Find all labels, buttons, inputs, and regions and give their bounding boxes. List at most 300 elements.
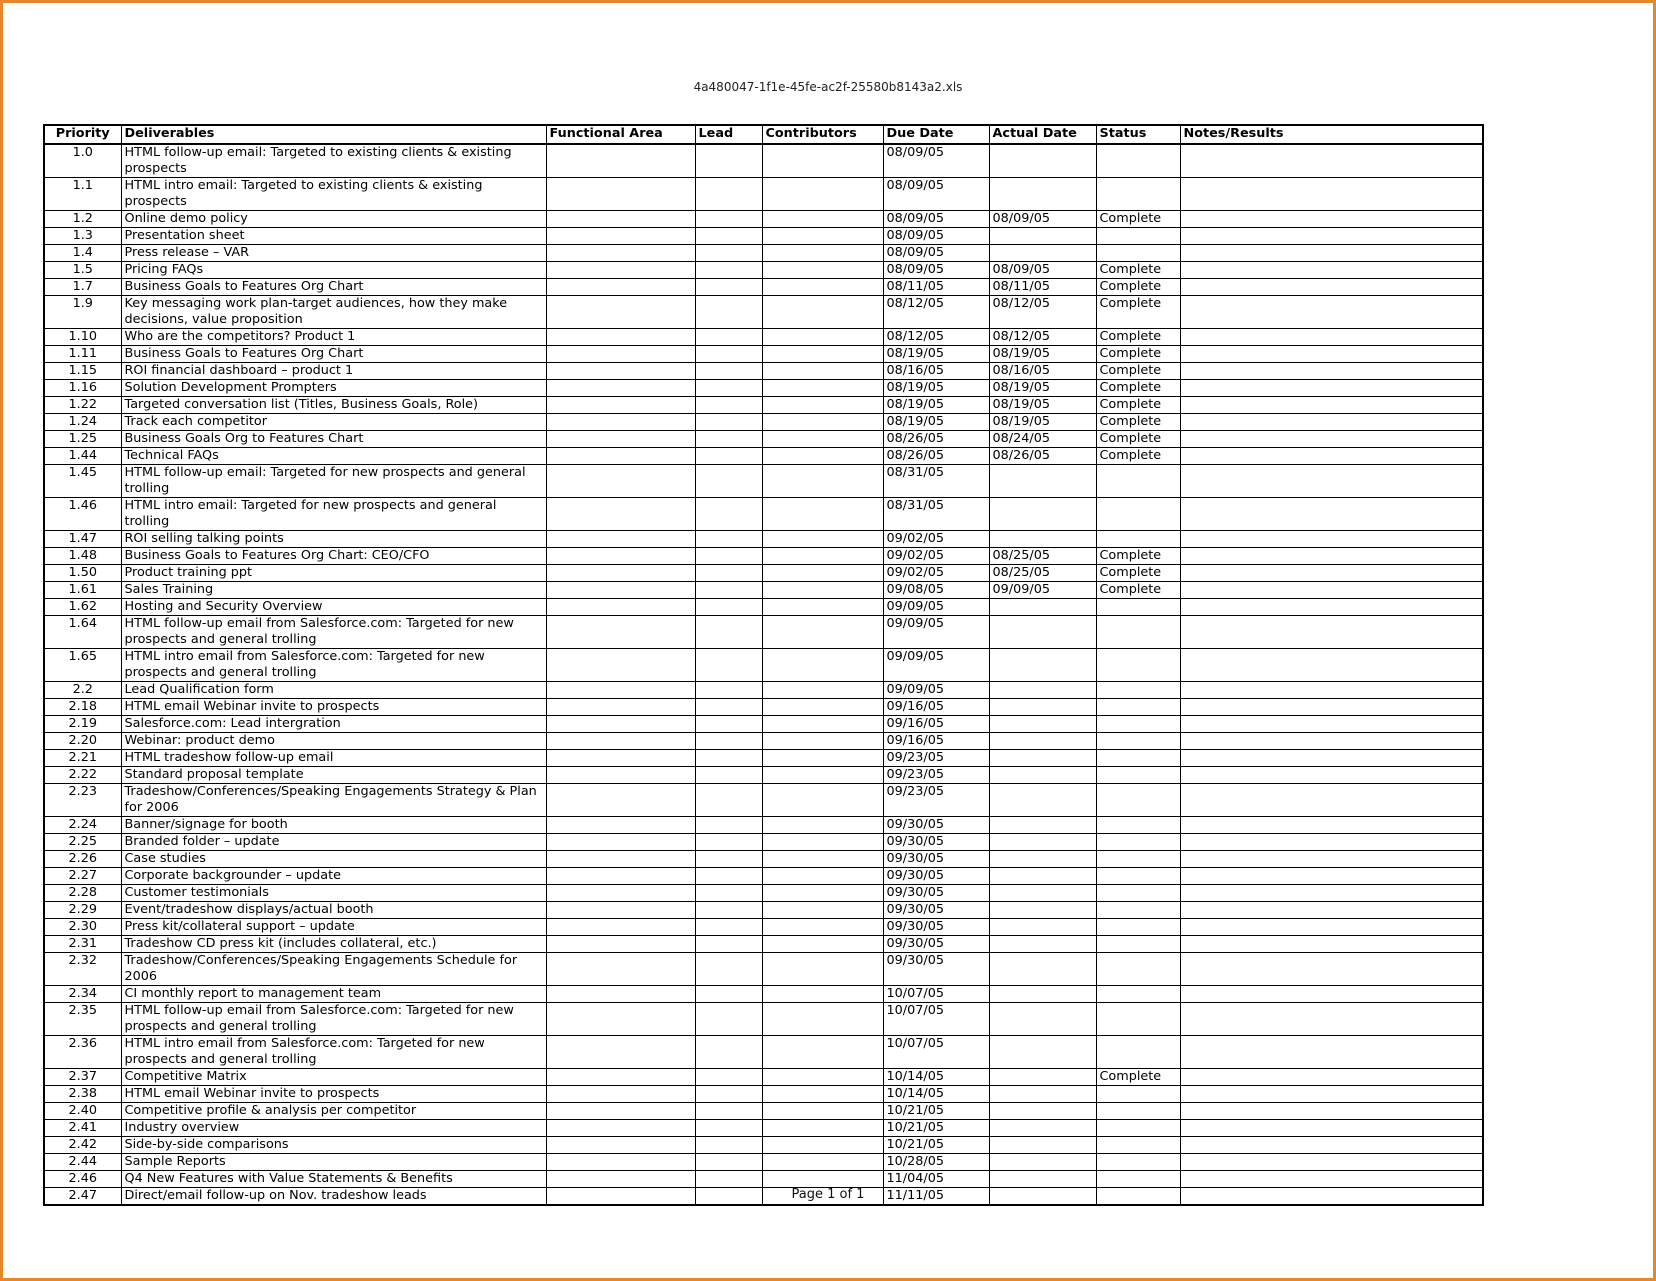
cell-notes <box>1180 414 1483 431</box>
cell-contributors <box>762 1154 883 1171</box>
table-row <box>44 733 1483 750</box>
cell-actual-date <box>989 1103 1096 1120</box>
cell-functional-area <box>546 834 695 851</box>
table-row <box>44 245 1483 262</box>
cell-actual-date <box>989 245 1096 262</box>
cell-contributors <box>762 767 883 784</box>
cell-status <box>1096 1036 1180 1069</box>
cell-functional-area <box>546 733 695 750</box>
cell-lead <box>695 716 762 733</box>
table-row <box>44 1154 1483 1171</box>
cell-contributors <box>762 531 883 548</box>
cell-actual-date <box>989 919 1096 936</box>
header-actual-date: Actual Date <box>989 125 1096 144</box>
cell-contributors <box>762 262 883 279</box>
cell-functional-area <box>546 531 695 548</box>
cell-due-date: 09/23/05 <box>883 750 989 767</box>
cell-status <box>1096 868 1180 885</box>
cell-functional-area <box>546 211 695 228</box>
cell-actual-date <box>989 531 1096 548</box>
cell-priority: 2.31 <box>44 936 121 953</box>
cell-status: Complete <box>1096 380 1180 397</box>
table-row <box>44 565 1483 582</box>
cell-notes <box>1180 649 1483 682</box>
cell-due-date: 08/09/05 <box>883 228 989 245</box>
cell-notes <box>1180 682 1483 699</box>
cell-deliverable: HTML intro email: Targeted to existing clients & existing prospects <box>121 178 546 211</box>
cell-lead <box>695 346 762 363</box>
cell-lead <box>695 414 762 431</box>
cell-priority: 2.35 <box>44 1003 121 1036</box>
cell-priority: 2.40 <box>44 1103 121 1120</box>
cell-notes <box>1180 380 1483 397</box>
cell-contributors <box>762 902 883 919</box>
cell-priority: 1.10 <box>44 329 121 346</box>
cell-priority: 2.22 <box>44 767 121 784</box>
cell-priority: 1.65 <box>44 649 121 682</box>
cell-due-date: 11/04/05 <box>883 1171 989 1188</box>
cell-deliverable: Lead Qualification form <box>121 682 546 699</box>
cell-status <box>1096 902 1180 919</box>
cell-due-date: 10/21/05 <box>883 1137 989 1154</box>
cell-actual-date: 08/16/05 <box>989 363 1096 380</box>
cell-deliverable: HTML intro email from Salesforce.com: Targeted for new prospects and general trolling <box>121 1036 546 1069</box>
cell-due-date: 08/09/05 <box>883 211 989 228</box>
cell-notes <box>1180 498 1483 531</box>
cell-lead <box>695 868 762 885</box>
cell-functional-area <box>546 1036 695 1069</box>
cell-contributors <box>762 329 883 346</box>
header-row <box>44 125 1483 144</box>
header-due-date: Due Date <box>883 125 989 144</box>
cell-status <box>1096 986 1180 1003</box>
cell-deliverable: Product training ppt <box>121 565 546 582</box>
table-row <box>44 548 1483 565</box>
cell-status: Complete <box>1096 582 1180 599</box>
cell-deliverable: Hosting and Security Overview <box>121 599 546 616</box>
cell-priority: 1.7 <box>44 279 121 296</box>
cell-functional-area <box>546 397 695 414</box>
cell-lead <box>695 1137 762 1154</box>
table-row <box>44 363 1483 380</box>
cell-due-date: 09/23/05 <box>883 784 989 817</box>
cell-functional-area <box>546 346 695 363</box>
cell-notes <box>1180 834 1483 851</box>
cell-status <box>1096 616 1180 649</box>
cell-notes <box>1180 616 1483 649</box>
cell-status: Complete <box>1096 565 1180 582</box>
cell-contributors <box>762 733 883 750</box>
cell-status <box>1096 716 1180 733</box>
cell-status <box>1096 1171 1180 1188</box>
cell-due-date: 09/30/05 <box>883 919 989 936</box>
cell-contributors <box>762 885 883 902</box>
cell-status <box>1096 885 1180 902</box>
cell-functional-area <box>546 414 695 431</box>
cell-priority: 2.18 <box>44 699 121 716</box>
cell-due-date: 10/21/05 <box>883 1103 989 1120</box>
cell-contributors <box>762 498 883 531</box>
cell-status: Complete <box>1096 363 1180 380</box>
cell-deliverable: Tradeshow CD press kit (includes collateral, etc.) <box>121 936 546 953</box>
cell-deliverable: Standard proposal template <box>121 767 546 784</box>
cell-deliverable: Who are the competitors? Product 1 <box>121 329 546 346</box>
table-row <box>44 414 1483 431</box>
cell-contributors <box>762 228 883 245</box>
cell-priority: 2.25 <box>44 834 121 851</box>
cell-functional-area <box>546 1003 695 1036</box>
cell-due-date: 08/09/05 <box>883 245 989 262</box>
cell-lead <box>695 1154 762 1171</box>
cell-functional-area <box>546 1154 695 1171</box>
cell-functional-area <box>546 1103 695 1120</box>
cell-actual-date: 08/11/05 <box>989 279 1096 296</box>
cell-notes <box>1180 211 1483 228</box>
cell-functional-area <box>546 868 695 885</box>
cell-deliverable: HTML follow-up email from Salesforce.com: Targeted for new prospects and general trolling <box>121 616 546 649</box>
table-row <box>44 448 1483 465</box>
cell-due-date: 08/26/05 <box>883 431 989 448</box>
cell-status <box>1096 767 1180 784</box>
cell-status <box>1096 784 1180 817</box>
cell-deliverable: Business Goals to Features Org Chart: CEO/CFO <box>121 548 546 565</box>
cell-status <box>1096 936 1180 953</box>
cell-due-date: 09/09/05 <box>883 682 989 699</box>
deliverables-table <box>43 124 1484 1206</box>
cell-notes <box>1180 346 1483 363</box>
cell-contributors <box>762 649 883 682</box>
cell-status <box>1096 834 1180 851</box>
cell-notes <box>1180 228 1483 245</box>
cell-priority: 2.24 <box>44 817 121 834</box>
cell-lead <box>695 885 762 902</box>
cell-notes <box>1180 245 1483 262</box>
cell-lead <box>695 397 762 414</box>
cell-functional-area <box>546 144 695 178</box>
cell-deliverable: Technical FAQs <box>121 448 546 465</box>
cell-due-date: 10/28/05 <box>883 1154 989 1171</box>
cell-notes <box>1180 1003 1483 1036</box>
cell-lead <box>695 279 762 296</box>
cell-actual-date: 09/09/05 <box>989 582 1096 599</box>
cell-lead <box>695 178 762 211</box>
cell-due-date: 08/12/05 <box>883 296 989 329</box>
cell-priority: 2.34 <box>44 986 121 1003</box>
cell-actual-date: 08/25/05 <box>989 565 1096 582</box>
cell-deliverable: HTML follow-up email from Salesforce.com: Targeted for new prospects and general trolling <box>121 1003 546 1036</box>
cell-due-date: 09/30/05 <box>883 885 989 902</box>
cell-due-date: 08/09/05 <box>883 144 989 178</box>
table-row <box>44 144 1483 178</box>
cell-contributors <box>762 380 883 397</box>
cell-deliverable: Online demo policy <box>121 211 546 228</box>
cell-functional-area <box>546 1086 695 1103</box>
cell-actual-date <box>989 699 1096 716</box>
cell-priority: 2.44 <box>44 1154 121 1171</box>
cell-contributors <box>762 178 883 211</box>
cell-contributors <box>762 716 883 733</box>
cell-actual-date: 08/09/05 <box>989 262 1096 279</box>
table-row <box>44 380 1483 397</box>
table-row <box>44 1120 1483 1137</box>
cell-notes <box>1180 431 1483 448</box>
cell-due-date: 09/09/05 <box>883 649 989 682</box>
cell-actual-date <box>989 1154 1096 1171</box>
cell-lead <box>695 1086 762 1103</box>
cell-status <box>1096 733 1180 750</box>
cell-due-date: 08/16/05 <box>883 363 989 380</box>
cell-priority: 2.28 <box>44 885 121 902</box>
cell-due-date: 09/30/05 <box>883 851 989 868</box>
cell-actual-date <box>989 986 1096 1003</box>
table-row <box>44 1103 1483 1120</box>
cell-actual-date <box>989 885 1096 902</box>
cell-status: Complete <box>1096 211 1180 228</box>
cell-functional-area <box>546 784 695 817</box>
cell-deliverable: Tradeshow/Conferences/Speaking Engagements Schedule for 2006 <box>121 953 546 986</box>
cell-actual-date <box>989 817 1096 834</box>
table-row <box>44 582 1483 599</box>
cell-notes <box>1180 1137 1483 1154</box>
cell-notes <box>1180 1086 1483 1103</box>
cell-due-date: 09/02/05 <box>883 548 989 565</box>
cell-functional-area <box>546 329 695 346</box>
cell-status: Complete <box>1096 448 1180 465</box>
cell-status <box>1096 245 1180 262</box>
cell-status <box>1096 682 1180 699</box>
cell-contributors <box>762 397 883 414</box>
table-row <box>44 431 1483 448</box>
cell-due-date: 10/07/05 <box>883 1003 989 1036</box>
cell-priority: 1.16 <box>44 380 121 397</box>
cell-notes <box>1180 1120 1483 1137</box>
cell-status: Complete <box>1096 346 1180 363</box>
cell-due-date: 08/31/05 <box>883 498 989 531</box>
cell-lead <box>695 380 762 397</box>
cell-deliverable: Tradeshow/Conferences/Speaking Engagements Strategy & Plan for 2006 <box>121 784 546 817</box>
cell-notes <box>1180 936 1483 953</box>
cell-deliverable: Business Goals to Features Org Chart <box>121 279 546 296</box>
cell-lead <box>695 465 762 498</box>
cell-status <box>1096 1154 1180 1171</box>
cell-actual-date <box>989 649 1096 682</box>
cell-deliverable: Salesforce.com: Lead intergration <box>121 716 546 733</box>
cell-actual-date <box>989 1003 1096 1036</box>
cell-deliverable: HTML intro email: Targeted for new prospects and general trolling <box>121 498 546 531</box>
cell-status <box>1096 228 1180 245</box>
table-row <box>44 616 1483 649</box>
cell-deliverable: Pricing FAQs <box>121 262 546 279</box>
cell-lead <box>695 498 762 531</box>
table-row <box>44 868 1483 885</box>
cell-contributors <box>762 1137 883 1154</box>
cell-due-date: 09/09/05 <box>883 599 989 616</box>
cell-deliverable: HTML follow-up email: Targeted for new prospects and general trolling <box>121 465 546 498</box>
cell-deliverable: Direct/email follow-up on Nov. tradeshow leads <box>121 1188 546 1206</box>
cell-deliverable: HTML follow-up email: Targeted to existing clients & existing prospects <box>121 144 546 178</box>
cell-status <box>1096 699 1180 716</box>
cell-actual-date <box>989 498 1096 531</box>
cell-contributors <box>762 1171 883 1188</box>
table-row <box>44 986 1483 1003</box>
cell-priority: 1.2 <box>44 211 121 228</box>
table-row <box>44 262 1483 279</box>
cell-status <box>1096 1086 1180 1103</box>
cell-lead <box>695 363 762 380</box>
cell-priority: 2.38 <box>44 1086 121 1103</box>
cell-status: Complete <box>1096 329 1180 346</box>
cell-notes <box>1180 448 1483 465</box>
cell-actual-date <box>989 834 1096 851</box>
cell-priority: 2.19 <box>44 716 121 733</box>
cell-actual-date <box>989 733 1096 750</box>
cell-contributors <box>762 296 883 329</box>
cell-deliverable: HTML intro email from Salesforce.com: Targeted for new prospects and general trolling <box>121 649 546 682</box>
cell-contributors <box>762 1003 883 1036</box>
table-row <box>44 699 1483 716</box>
cell-actual-date <box>989 1069 1096 1086</box>
cell-functional-area <box>546 279 695 296</box>
cell-functional-area <box>546 228 695 245</box>
cell-lead <box>695 211 762 228</box>
cell-due-date: 09/09/05 <box>883 616 989 649</box>
table-row <box>44 1036 1483 1069</box>
cell-lead <box>695 1171 762 1188</box>
cell-functional-area <box>546 1069 695 1086</box>
cell-functional-area <box>546 902 695 919</box>
cell-priority: 1.48 <box>44 548 121 565</box>
cell-notes <box>1180 986 1483 1003</box>
cell-due-date: 08/31/05 <box>883 465 989 498</box>
cell-functional-area <box>546 296 695 329</box>
cell-contributors <box>762 953 883 986</box>
cell-deliverable: Track each competitor <box>121 414 546 431</box>
cell-functional-area <box>546 178 695 211</box>
cell-actual-date: 08/12/05 <box>989 329 1096 346</box>
cell-priority: 1.0 <box>44 144 121 178</box>
cell-status <box>1096 599 1180 616</box>
cell-functional-area <box>546 767 695 784</box>
cell-deliverable: Targeted conversation list (Titles, Business Goals, Role) <box>121 397 546 414</box>
table-row <box>44 465 1483 498</box>
cell-priority: 1.46 <box>44 498 121 531</box>
cell-lead <box>695 750 762 767</box>
cell-contributors <box>762 548 883 565</box>
cell-functional-area <box>546 380 695 397</box>
cell-status <box>1096 1137 1180 1154</box>
header-lead: Lead <box>695 125 762 144</box>
cell-contributors <box>762 851 883 868</box>
cell-priority: 2.20 <box>44 733 121 750</box>
cell-actual-date: 08/12/05 <box>989 296 1096 329</box>
cell-due-date: 09/02/05 <box>883 565 989 582</box>
cell-deliverable: Case studies <box>121 851 546 868</box>
cell-priority: 2.23 <box>44 784 121 817</box>
cell-lead <box>695 834 762 851</box>
cell-contributors <box>762 699 883 716</box>
cell-notes <box>1180 767 1483 784</box>
cell-lead <box>695 936 762 953</box>
cell-notes <box>1180 178 1483 211</box>
cell-notes <box>1180 582 1483 599</box>
cell-priority: 2.27 <box>44 868 121 885</box>
cell-actual-date <box>989 144 1096 178</box>
cell-actual-date <box>989 868 1096 885</box>
cell-priority: 1.22 <box>44 397 121 414</box>
cell-due-date: 09/16/05 <box>883 699 989 716</box>
cell-lead <box>695 986 762 1003</box>
cell-lead <box>695 431 762 448</box>
cell-priority: 2.32 <box>44 953 121 986</box>
cell-contributors <box>762 1120 883 1137</box>
cell-contributors <box>762 599 883 616</box>
cell-contributors <box>762 986 883 1003</box>
cell-deliverable: Press kit/collateral support – update <box>121 919 546 936</box>
cell-status <box>1096 1120 1180 1137</box>
cell-contributors <box>762 817 883 834</box>
cell-lead <box>695 599 762 616</box>
cell-priority: 1.24 <box>44 414 121 431</box>
cell-contributors <box>762 1069 883 1086</box>
cell-functional-area <box>546 245 695 262</box>
cell-deliverable: Key messaging work plan-target audiences, how they make decisions, value proposition <box>121 296 546 329</box>
table-row <box>44 682 1483 699</box>
cell-priority: 2.36 <box>44 1036 121 1069</box>
cell-priority: 1.61 <box>44 582 121 599</box>
cell-notes <box>1180 868 1483 885</box>
cell-contributors <box>762 834 883 851</box>
page-number: Page 1 of 1 <box>791 1187 865 1202</box>
header-functional-area: Functional Area <box>546 125 695 144</box>
cell-due-date: 08/19/05 <box>883 397 989 414</box>
table-row <box>44 531 1483 548</box>
cell-lead <box>695 649 762 682</box>
cell-due-date: 09/30/05 <box>883 817 989 834</box>
cell-notes <box>1180 953 1483 986</box>
cell-lead <box>695 851 762 868</box>
table-row <box>44 902 1483 919</box>
cell-deliverable: ROI financial dashboard – product 1 <box>121 363 546 380</box>
cell-lead <box>695 1120 762 1137</box>
table-row <box>44 329 1483 346</box>
cell-notes <box>1180 1069 1483 1086</box>
cell-functional-area <box>546 1171 695 1188</box>
table-body <box>44 144 1483 1205</box>
cell-contributors <box>762 144 883 178</box>
cell-deliverable: Press release – VAR <box>121 245 546 262</box>
cell-deliverable: Banner/signage for booth <box>121 817 546 834</box>
cell-contributors <box>762 431 883 448</box>
cell-due-date: 09/16/05 <box>883 716 989 733</box>
cell-actual-date <box>989 784 1096 817</box>
cell-contributors <box>762 279 883 296</box>
cell-functional-area <box>546 699 695 716</box>
cell-deliverable: Solution Development Prompters <box>121 380 546 397</box>
cell-lead <box>695 1036 762 1069</box>
cell-functional-area <box>546 682 695 699</box>
table-row <box>44 1003 1483 1036</box>
cell-deliverable: Sales Training <box>121 582 546 599</box>
cell-actual-date: 08/19/05 <box>989 397 1096 414</box>
cell-status <box>1096 953 1180 986</box>
cell-contributors <box>762 750 883 767</box>
cell-notes <box>1180 1103 1483 1120</box>
cell-lead <box>695 548 762 565</box>
cell-lead <box>695 448 762 465</box>
cell-lead <box>695 329 762 346</box>
cell-notes <box>1180 919 1483 936</box>
cell-priority: 2.29 <box>44 902 121 919</box>
